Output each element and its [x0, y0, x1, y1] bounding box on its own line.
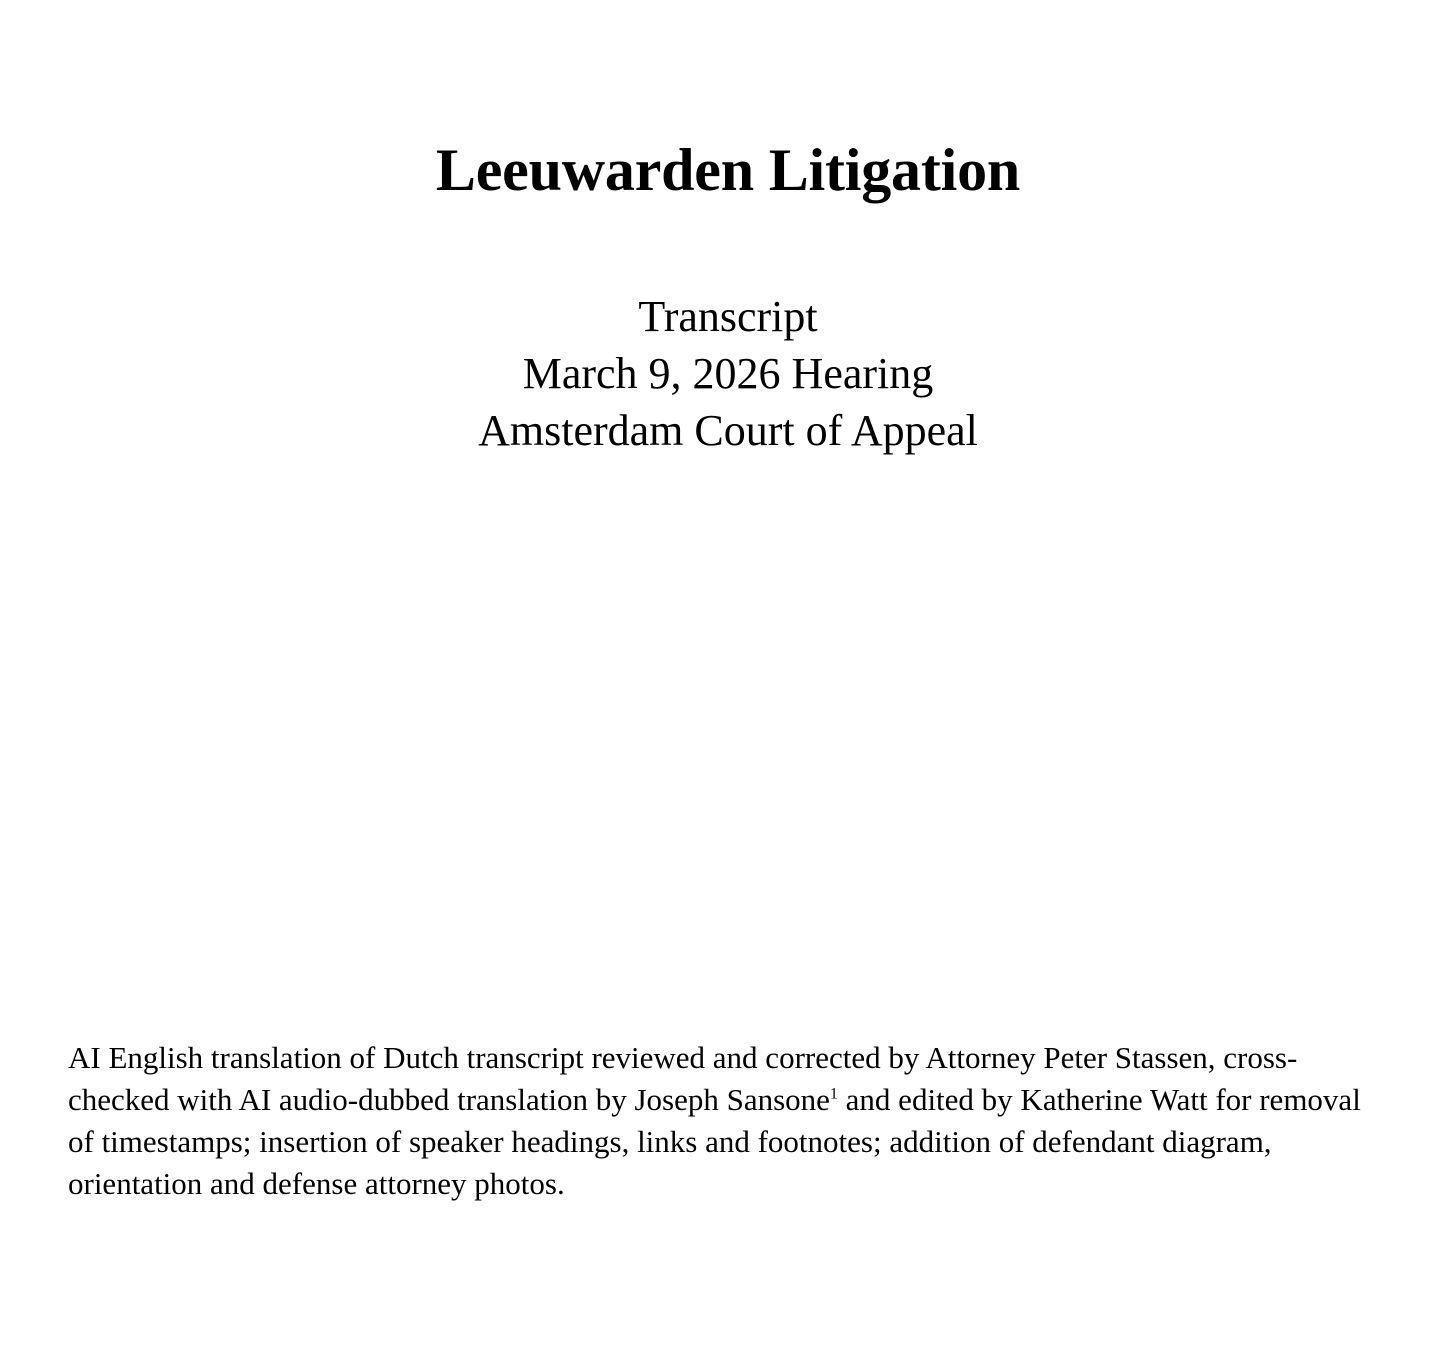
subtitle-court: Amsterdam Court of Appeal	[478, 406, 978, 455]
credits-text-part-1: AI English translation of Dutch transcript reviewed and corrected by Attorney Peter Stassen, cross-checked with AI audio-dubbed translation by Joseph Sansone	[68, 1040, 1298, 1117]
subtitle-hearing-date: March 9, 2026 Hearing	[522, 349, 934, 398]
footnote-reference[interactable]: 1	[829, 1085, 838, 1103]
credits-paragraph	[68, 1037, 1368, 1205]
credits-text-part-2: and edited by Katherine Watt for removal of timestamps; insertion of speaker headings, links and footnotes; addition of defendant diagram, orientation and defense attorney photos.	[68, 1082, 1361, 1201]
subtitle-block	[0, 288, 1456, 459]
document-title: Leeuwarden Litigation	[435, 137, 1021, 203]
subtitle-transcript: Transcript	[638, 292, 818, 341]
